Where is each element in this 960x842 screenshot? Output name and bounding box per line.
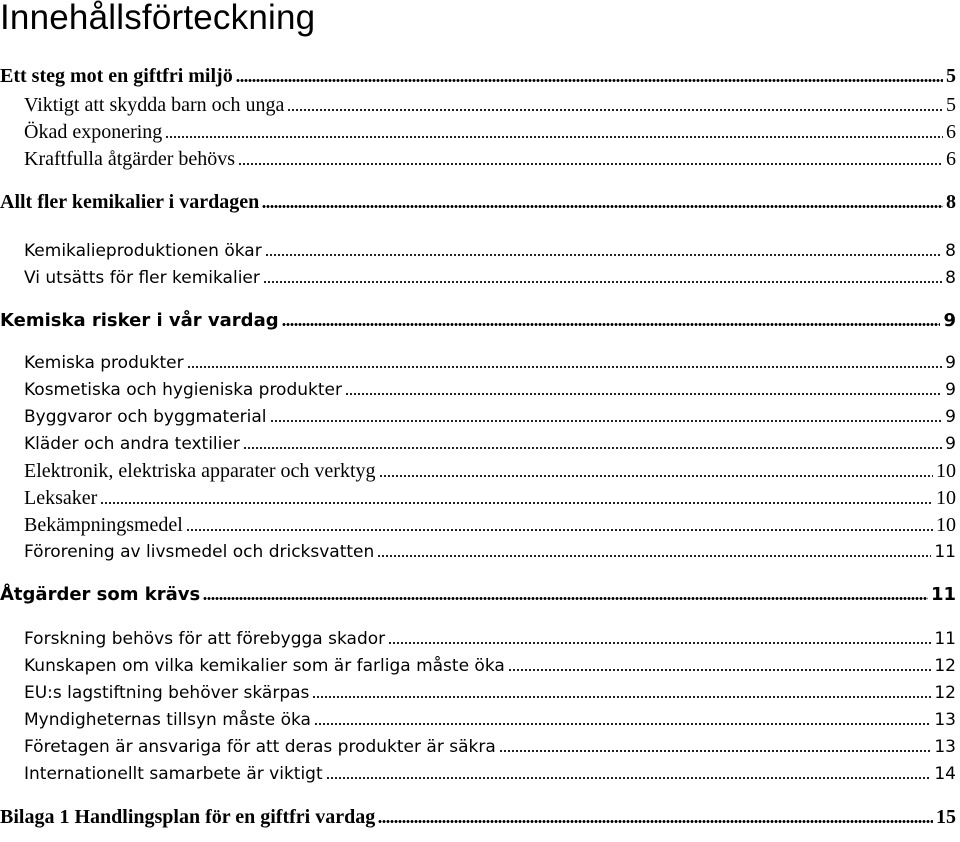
dot-leader [287,109,943,111]
toc-entry-title: Viktigt att skydda barn och unga [24,94,285,116]
toc-page-number: 13 [934,737,956,757]
toc-subsection-link[interactable] [0,238,956,264]
toc-page-number: 6 [946,121,956,143]
toc-page-number: 8 [945,268,956,288]
toc-page-number: 5 [946,65,956,87]
toc-subsection-link[interactable] [0,626,956,652]
dot-leader [378,820,933,823]
toc-page-number: 10 [936,514,956,536]
toc-entry-title: Elektronik, elektriska apparater och verktyg [24,460,376,482]
toc-entry-title: Kemikalieproduktionen ökar [24,241,262,261]
toc-page-number: 11 [930,584,956,605]
toc-section-link[interactable] [0,804,956,830]
toc-entry-title: Byggvaror och byggmaterial [24,407,267,427]
toc-page-number: 9 [945,434,956,454]
dot-leader [379,475,933,477]
dot-leader [263,281,942,283]
dot-leader [187,366,943,368]
toc-page-number: 8 [946,191,956,213]
toc-entry-title: Kemiska produkter [24,353,184,373]
toc-entry-title: Förorening av livsmedel och dricksvatten [24,542,375,562]
toc-subsection-link[interactable] [0,485,956,511]
toc-page-number: 11 [934,542,956,562]
toc-entry-title: Allt fler kemikalier i vardagen [0,191,260,213]
toc-entry-title: Bekämpningsmedel [24,514,183,536]
dot-leader [326,777,932,779]
toc-section-link[interactable] [0,189,956,215]
toc-entry-title: Forskning behövs för att förebygga skador [24,629,386,649]
toc-section-link[interactable] [0,63,956,89]
toc-subsection-link[interactable] [0,119,956,145]
toc-page-number: 9 [943,310,956,331]
toc-entry-title: Åtgärder som krävs [0,584,201,605]
dot-leader [265,254,942,256]
dot-leader [100,502,933,504]
toc-page-number: 6 [946,148,956,170]
toc-page-number: 10 [936,460,956,482]
toc-entry-title: Kosmetiska och hygieniska produkter [24,380,342,400]
dot-leader [282,323,941,326]
toc-entry-title: Kunskapen om vilka kemikalier som är farliga måste öka [24,656,505,676]
toc-subsection-link[interactable] [0,265,956,291]
toc-subsection-link[interactable] [0,404,956,430]
toc-entry-title: Myndigheternas tillsyn måste öka [24,710,311,730]
toc-subsection-link[interactable] [0,92,956,118]
dot-leader [508,669,932,671]
toc-subsection-link[interactable] [0,539,956,565]
toc-entry-title: Internationellt samarbete är viktigt [24,764,323,784]
toc-subsection-link[interactable] [0,734,956,760]
toc-page-number: 13 [934,710,956,730]
toc-entry-title: Vi utsätts för fler kemikalier [24,268,260,288]
toc-entry-title: Kemiska risker i vår vardag [0,310,279,331]
toc-entry-title: Ett steg mot en giftfri miljö [0,65,233,87]
toc-subsection-link[interactable] [0,761,956,787]
toc-subsection-link[interactable] [0,680,956,706]
toc-entry-title: Kläder och andra textilier [24,434,240,454]
toc-entry-title: Ökad exponering [24,121,163,143]
toc-page-number: 11 [934,629,956,649]
toc-section-link[interactable] [0,582,956,608]
toc-entry-title: EU:s lagstiftning behöver skärpas [24,683,310,703]
dot-leader [388,642,931,644]
toc-page-number: 9 [945,353,956,373]
toc-page-number: 5 [946,94,956,116]
toc-page-number: 10 [936,487,956,509]
toc-page-number: 9 [945,407,956,427]
dot-leader [186,529,933,531]
dot-leader [499,750,932,752]
toc-page-number: 8 [945,241,956,261]
dot-leader [270,420,943,422]
toc-page-number: 12 [934,683,956,703]
dot-leader [312,696,931,698]
dot-leader [203,597,928,600]
toc-subsection-link[interactable] [0,707,956,733]
toc-subsection-link[interactable] [0,512,956,538]
toc-subsection-link[interactable] [0,350,956,376]
toc-subsection-link[interactable] [0,146,956,172]
toc-subsection-link[interactable] [0,431,956,457]
toc-section-link[interactable] [0,308,956,334]
toc-entry-title: Leksaker [24,487,98,509]
dot-leader [238,163,943,165]
toc-page-number: 15 [936,806,956,828]
dot-leader [236,79,943,82]
toc-page-number: 9 [945,380,956,400]
toc-subsection-link[interactable] [0,653,956,679]
toc-subsection-link[interactable] [0,377,956,403]
toc-entry-title: Kraftfulla åtgärder behövs [24,148,236,170]
page-title: Innehållsförteckning [0,0,316,37]
dot-leader [314,723,931,725]
toc-page-number: 12 [934,656,956,676]
dot-leader [262,205,943,208]
toc-entry-title: Företagen är ansvariga för att deras produkter är säkra [24,737,496,757]
dot-leader [243,447,942,449]
dot-leader [165,136,943,138]
toc-entry-title: Bilaga 1 Handlingsplan för en giftfri vardag [0,806,376,828]
toc-subsection-link[interactable] [0,458,956,484]
toc-page-number: 14 [934,764,956,784]
dot-leader [377,555,931,557]
dot-leader [345,393,942,395]
